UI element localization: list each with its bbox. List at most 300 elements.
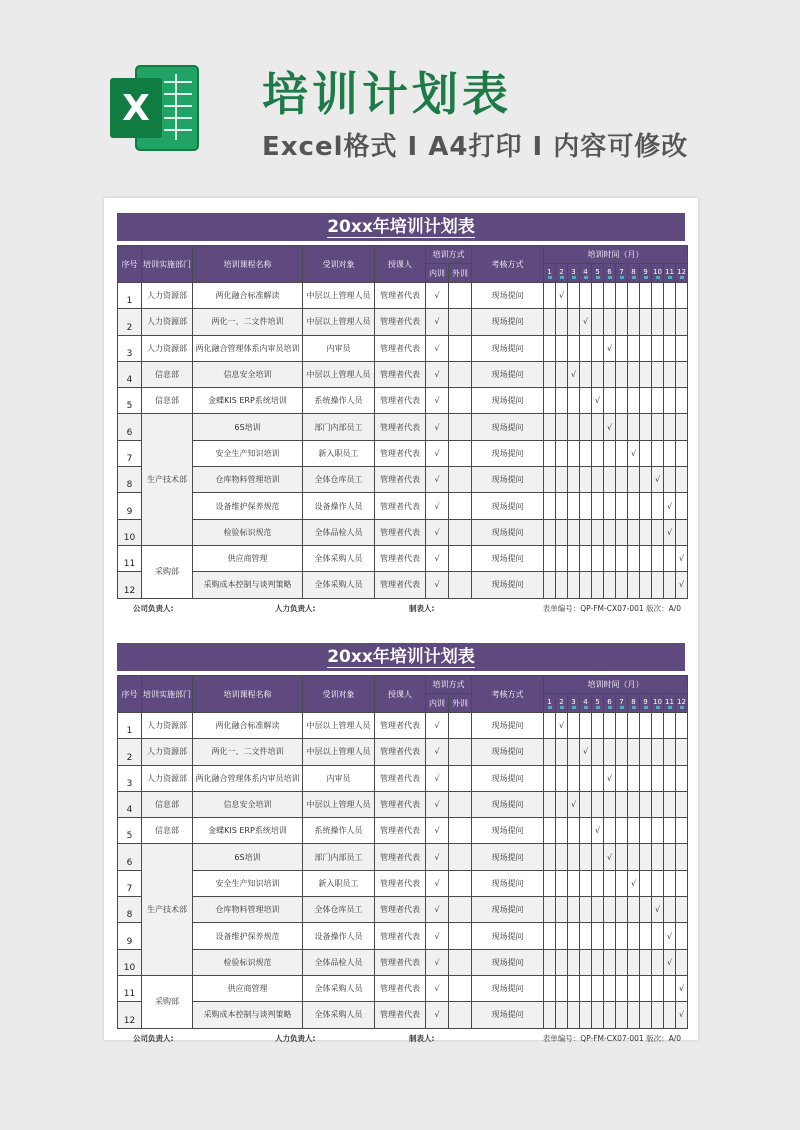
table-row (118, 818, 688, 844)
row-seq: 11 (118, 545, 142, 571)
row-external (449, 335, 472, 361)
row-month-cell (580, 283, 592, 309)
row-month-cell (628, 923, 640, 949)
filter-dropdown-icon[interactable] (680, 706, 684, 709)
row-assessment: 现场提问 (472, 335, 544, 361)
col-header-trainer: 授课人 (375, 676, 426, 713)
row-month-cell (556, 765, 568, 791)
row-month-cell (628, 467, 640, 493)
row-month-cell (664, 897, 676, 923)
row-audience: 中层以上管理人员 (303, 713, 375, 739)
row-month-cell (592, 440, 604, 466)
row-assessment: 现场提问 (472, 791, 544, 817)
row-month-cell (628, 283, 640, 309)
row-external (449, 765, 472, 791)
row-assessment: 现场提问 (472, 519, 544, 545)
filter-dropdown-icon[interactable] (644, 276, 648, 279)
row-month-cell: √ (556, 283, 568, 309)
row-seq: 6 (118, 844, 142, 870)
row-month-cell (628, 765, 640, 791)
filter-dropdown-icon[interactable] (596, 706, 600, 709)
row-month-cell (556, 467, 568, 493)
row-month-cell (544, 739, 556, 765)
row-month-cell (652, 361, 664, 387)
row-month-cell (604, 572, 616, 598)
row-course: 金蝶KIS ERP系统培训 (193, 388, 303, 414)
row-month-cell (592, 309, 604, 335)
row-dept: 人力资源部 (142, 283, 193, 309)
col-header-month: 1 (544, 694, 556, 713)
row-assessment: 现场提问 (472, 923, 544, 949)
row-external (449, 975, 472, 1001)
row-trainer: 管理者代表 (375, 975, 426, 1001)
row-month-cell (628, 572, 640, 598)
footer-preparer: 制表人: (409, 603, 435, 613)
filter-dropdown-icon[interactable] (608, 276, 612, 279)
row-internal: √ (426, 844, 449, 870)
row-month-cell (568, 467, 580, 493)
row-dept: 信息部 (142, 818, 193, 844)
row-month-cell (556, 844, 568, 870)
row-month-cell (604, 739, 616, 765)
col-header-month: 11 (664, 264, 676, 283)
row-month-cell (580, 519, 592, 545)
training-plan-table (117, 245, 688, 599)
row-assessment: 现场提问 (472, 818, 544, 844)
row-assessment: 现场提问 (472, 975, 544, 1001)
row-month-cell (616, 765, 628, 791)
row-month-cell (652, 335, 664, 361)
row-trainer: 管理者代表 (375, 283, 426, 309)
table-row (118, 923, 688, 949)
row-month-cell (544, 440, 556, 466)
col-header-month: 1 (544, 264, 556, 283)
row-month-cell (652, 572, 664, 598)
row-seq: 7 (118, 440, 142, 466)
row-trainer: 管理者代表 (375, 897, 426, 923)
row-dept: 信息部 (142, 388, 193, 414)
training-plan-table (117, 675, 688, 1029)
row-internal: √ (426, 791, 449, 817)
col-header-month: 9 (640, 264, 652, 283)
row-month-cell (616, 897, 628, 923)
row-month-cell (640, 765, 652, 791)
filter-dropdown-icon[interactable] (608, 706, 612, 709)
row-audience: 中层以上管理人员 (303, 309, 375, 335)
row-month-cell (580, 923, 592, 949)
row-trainer: 管理者代表 (375, 388, 426, 414)
row-dept: 采购部 (142, 975, 193, 1028)
row-audience: 中层以上管理人员 (303, 361, 375, 387)
row-month-cell (628, 335, 640, 361)
row-course: 安全生产知识培训 (193, 870, 303, 896)
filter-dropdown-icon[interactable] (644, 706, 648, 709)
row-month-cell (580, 1002, 592, 1028)
row-internal: √ (426, 713, 449, 739)
col-header-course: 培训课程名称 (193, 676, 303, 713)
row-month-cell (628, 309, 640, 335)
table-row (118, 844, 688, 870)
row-month-cell (616, 414, 628, 440)
row-trainer: 管理者代表 (375, 765, 426, 791)
row-month-cell (616, 519, 628, 545)
row-month-cell (664, 414, 676, 440)
row-month-cell (652, 1002, 664, 1028)
row-month-cell (640, 923, 652, 949)
row-trainer: 管理者代表 (375, 519, 426, 545)
row-month-cell (592, 572, 604, 598)
row-audience: 系统操作人员 (303, 388, 375, 414)
row-month-cell (556, 818, 568, 844)
row-month-cell (652, 713, 664, 739)
row-month-cell (604, 897, 616, 923)
filter-dropdown-icon[interactable] (572, 276, 576, 279)
filter-dropdown-icon[interactable] (620, 706, 624, 709)
filter-dropdown-icon[interactable] (572, 706, 576, 709)
col-header-month: 2 (556, 264, 568, 283)
row-month-cell (544, 897, 556, 923)
filter-dropdown-icon[interactable] (632, 706, 636, 709)
row-month-cell (628, 844, 640, 870)
row-month-cell (628, 361, 640, 387)
col-header-month: 3 (568, 264, 580, 283)
row-month-cell (640, 791, 652, 817)
row-course: 两化一、二文件培训 (193, 309, 303, 335)
col-header-month: 7 (616, 694, 628, 713)
col-header-month: 6 (604, 694, 616, 713)
row-month-cell (544, 414, 556, 440)
row-audience: 全体品检人员 (303, 519, 375, 545)
row-month-cell: √ (592, 388, 604, 414)
filter-dropdown-icon[interactable] (668, 706, 672, 709)
row-month-cell (556, 335, 568, 361)
row-month-cell (580, 897, 592, 923)
row-assessment: 现场提问 (472, 414, 544, 440)
row-audience: 系统操作人员 (303, 818, 375, 844)
row-trainer: 管理者代表 (375, 844, 426, 870)
row-month-cell (604, 440, 616, 466)
row-internal: √ (426, 897, 449, 923)
col-header-month: 10 (652, 264, 664, 283)
row-trainer: 管理者代表 (375, 361, 426, 387)
row-month-cell (640, 467, 652, 493)
row-seq: 1 (118, 283, 142, 309)
row-month-cell (676, 493, 688, 519)
row-month-cell: √ (580, 739, 592, 765)
row-month-cell: √ (652, 467, 664, 493)
filter-dropdown-icon[interactable] (584, 276, 588, 279)
row-month-cell (580, 414, 592, 440)
table-row (118, 440, 688, 466)
table-row (118, 361, 688, 387)
row-course: 两化融合标准解读 (193, 283, 303, 309)
row-month-cell (544, 493, 556, 519)
row-month-cell: √ (664, 923, 676, 949)
row-dept: 生产技术部 (142, 844, 193, 975)
row-month-cell (580, 572, 592, 598)
row-seq: 4 (118, 791, 142, 817)
row-month-cell (676, 844, 688, 870)
footer-company-head: 公司负责人: (133, 1033, 174, 1043)
row-external (449, 791, 472, 817)
row-external (449, 818, 472, 844)
row-month-cell (676, 361, 688, 387)
row-trainer: 管理者代表 (375, 739, 426, 765)
row-month-cell (556, 870, 568, 896)
footer-hr-head: 人力负责人: (275, 1033, 316, 1043)
row-month-cell (640, 949, 652, 975)
row-external (449, 467, 472, 493)
row-assessment: 现场提问 (472, 844, 544, 870)
table-row (118, 309, 688, 335)
row-month-cell (676, 949, 688, 975)
row-month-cell (544, 361, 556, 387)
row-month-cell (580, 765, 592, 791)
row-month-cell (544, 923, 556, 949)
sheet-footer (117, 599, 685, 617)
row-month-cell (580, 545, 592, 571)
row-month-cell (556, 791, 568, 817)
row-month-cell (544, 791, 556, 817)
row-month-cell (544, 1002, 556, 1028)
row-course: 仓库物料管理培训 (193, 897, 303, 923)
row-month-cell (556, 545, 568, 571)
row-dept: 人力资源部 (142, 739, 193, 765)
row-month-cell (640, 1002, 652, 1028)
row-month-cell (604, 283, 616, 309)
row-month-cell (652, 388, 664, 414)
row-internal: √ (426, 949, 449, 975)
row-month-cell (628, 493, 640, 519)
row-month-cell (604, 309, 616, 335)
row-dept: 人力资源部 (142, 309, 193, 335)
row-month-cell (676, 440, 688, 466)
row-month-cell (664, 1002, 676, 1028)
row-course: 设备维护保养规范 (193, 493, 303, 519)
row-month-cell (580, 949, 592, 975)
row-month-cell (556, 897, 568, 923)
filter-dropdown-icon[interactable] (548, 276, 552, 279)
row-month-cell (580, 440, 592, 466)
row-internal: √ (426, 414, 449, 440)
row-month-cell (556, 923, 568, 949)
row-month-cell (544, 949, 556, 975)
row-month-cell (592, 283, 604, 309)
col-header-external: 外训 (449, 694, 472, 713)
row-month-cell (664, 572, 676, 598)
row-course: 两化融合管理体系内审员培训 (193, 765, 303, 791)
row-assessment: 现场提问 (472, 1002, 544, 1028)
filter-dropdown-icon[interactable] (560, 276, 564, 279)
row-month-cell (568, 844, 580, 870)
row-month-cell (592, 844, 604, 870)
col-header-month: 5 (592, 694, 604, 713)
filter-dropdown-icon[interactable] (560, 706, 564, 709)
row-month-cell (664, 739, 676, 765)
row-month-cell (676, 309, 688, 335)
row-month-cell (652, 739, 664, 765)
row-audience: 设备操作人员 (303, 493, 375, 519)
table-row (118, 1002, 688, 1028)
row-course: 两化融合标准解读 (193, 713, 303, 739)
row-month-cell (568, 949, 580, 975)
filter-dropdown-icon[interactable] (584, 706, 588, 709)
row-month-cell (616, 1002, 628, 1028)
row-month-cell (652, 923, 664, 949)
row-month-cell (640, 361, 652, 387)
row-month-cell (580, 467, 592, 493)
row-month-cell (544, 818, 556, 844)
filter-dropdown-icon[interactable] (668, 276, 672, 279)
row-month-cell: √ (604, 335, 616, 361)
row-course: 两化一、二文件培训 (193, 739, 303, 765)
row-assessment: 现场提问 (472, 739, 544, 765)
row-month-cell (664, 335, 676, 361)
row-external (449, 923, 472, 949)
row-external (449, 870, 472, 896)
row-month-cell: √ (628, 440, 640, 466)
table-row (118, 791, 688, 817)
page-header (0, 0, 800, 190)
table-row (118, 519, 688, 545)
row-month-cell (628, 1002, 640, 1028)
row-month-cell (580, 493, 592, 519)
row-month-cell (652, 765, 664, 791)
filter-dropdown-icon[interactable] (548, 706, 552, 709)
row-assessment: 现场提问 (472, 388, 544, 414)
row-month-cell (568, 335, 580, 361)
row-month-cell (616, 818, 628, 844)
row-month-cell (616, 923, 628, 949)
row-month-cell (616, 335, 628, 361)
row-assessment: 现场提问 (472, 493, 544, 519)
row-month-cell (664, 870, 676, 896)
row-month-cell (640, 713, 652, 739)
filter-dropdown-icon[interactable] (596, 276, 600, 279)
col-header-audience: 受训对象 (303, 246, 375, 283)
row-month-cell: √ (604, 844, 616, 870)
row-month-cell (640, 844, 652, 870)
col-header-seq: 序号 (118, 246, 142, 283)
row-course: 安全生产知识培训 (193, 440, 303, 466)
row-assessment: 现场提问 (472, 440, 544, 466)
row-month-cell (664, 844, 676, 870)
row-assessment: 现场提问 (472, 467, 544, 493)
row-month-cell (604, 545, 616, 571)
row-month-cell (592, 335, 604, 361)
row-month-cell (652, 309, 664, 335)
row-external (449, 545, 472, 571)
row-month-cell (544, 335, 556, 361)
row-seq: 10 (118, 519, 142, 545)
row-assessment: 现场提问 (472, 309, 544, 335)
filter-dropdown-icon[interactable] (632, 276, 636, 279)
col-header-schedule: 培训时间（月） (544, 676, 688, 694)
col-header-month: 9 (640, 694, 652, 713)
col-header-assessment: 考核方式 (472, 246, 544, 283)
row-month-cell (592, 467, 604, 493)
row-course: 供应商管理 (193, 975, 303, 1001)
row-seq: 3 (118, 765, 142, 791)
row-month-cell (640, 335, 652, 361)
row-seq: 9 (118, 493, 142, 519)
row-month-cell (616, 283, 628, 309)
row-month-cell (544, 388, 556, 414)
row-course: 检验标识规范 (193, 519, 303, 545)
row-month-cell (568, 309, 580, 335)
row-month-cell (664, 765, 676, 791)
row-month-cell (640, 870, 652, 896)
row-month-cell (556, 949, 568, 975)
row-month-cell (664, 388, 676, 414)
filter-dropdown-icon[interactable] (656, 706, 660, 709)
row-audience: 新入职员工 (303, 440, 375, 466)
row-month-cell (664, 975, 676, 1001)
row-month-cell (652, 493, 664, 519)
row-external (449, 897, 472, 923)
filter-dropdown-icon[interactable] (620, 276, 624, 279)
row-month-cell (568, 923, 580, 949)
row-month-cell (556, 309, 568, 335)
table-row (118, 949, 688, 975)
row-month-cell (652, 519, 664, 545)
row-month-cell (640, 572, 652, 598)
row-internal: √ (426, 335, 449, 361)
footer-company-head: 公司负责人: (133, 603, 174, 613)
row-audience: 全体仓库员工 (303, 467, 375, 493)
footer-form-code: 表单编号：QP-FM-CX07-001 版次：A/0 (542, 1033, 681, 1043)
row-assessment: 现场提问 (472, 713, 544, 739)
row-course: 金蝶KIS ERP系统培训 (193, 818, 303, 844)
table-row (118, 388, 688, 414)
table-row (118, 765, 688, 791)
row-seq: 5 (118, 388, 142, 414)
row-assessment: 现场提问 (472, 545, 544, 571)
col-header-month: 4 (580, 264, 592, 283)
row-month-cell (664, 467, 676, 493)
row-month-cell: √ (676, 1002, 688, 1028)
row-month-cell (580, 713, 592, 739)
row-audience: 新入职员工 (303, 870, 375, 896)
row-seq: 9 (118, 923, 142, 949)
row-trainer: 管理者代表 (375, 335, 426, 361)
row-internal: √ (426, 923, 449, 949)
row-month-cell (556, 440, 568, 466)
row-internal: √ (426, 765, 449, 791)
row-month-cell (616, 949, 628, 975)
row-month-cell: √ (652, 897, 664, 923)
row-month-cell (604, 975, 616, 1001)
row-trainer: 管理者代表 (375, 440, 426, 466)
row-trainer: 管理者代表 (375, 791, 426, 817)
row-month-cell: √ (676, 545, 688, 571)
table-row (118, 467, 688, 493)
row-assessment: 现场提问 (472, 361, 544, 387)
row-audience: 内审员 (303, 765, 375, 791)
filter-dropdown-icon[interactable] (656, 276, 660, 279)
row-month-cell (616, 739, 628, 765)
row-month-cell (544, 713, 556, 739)
row-seq: 6 (118, 414, 142, 440)
row-internal: √ (426, 870, 449, 896)
row-month-cell (676, 388, 688, 414)
row-month-cell (592, 545, 604, 571)
row-trainer: 管理者代表 (375, 493, 426, 519)
col-header-course: 培训课程名称 (193, 246, 303, 283)
col-header-month: 3 (568, 694, 580, 713)
filter-dropdown-icon[interactable] (680, 276, 684, 279)
row-internal: √ (426, 388, 449, 414)
